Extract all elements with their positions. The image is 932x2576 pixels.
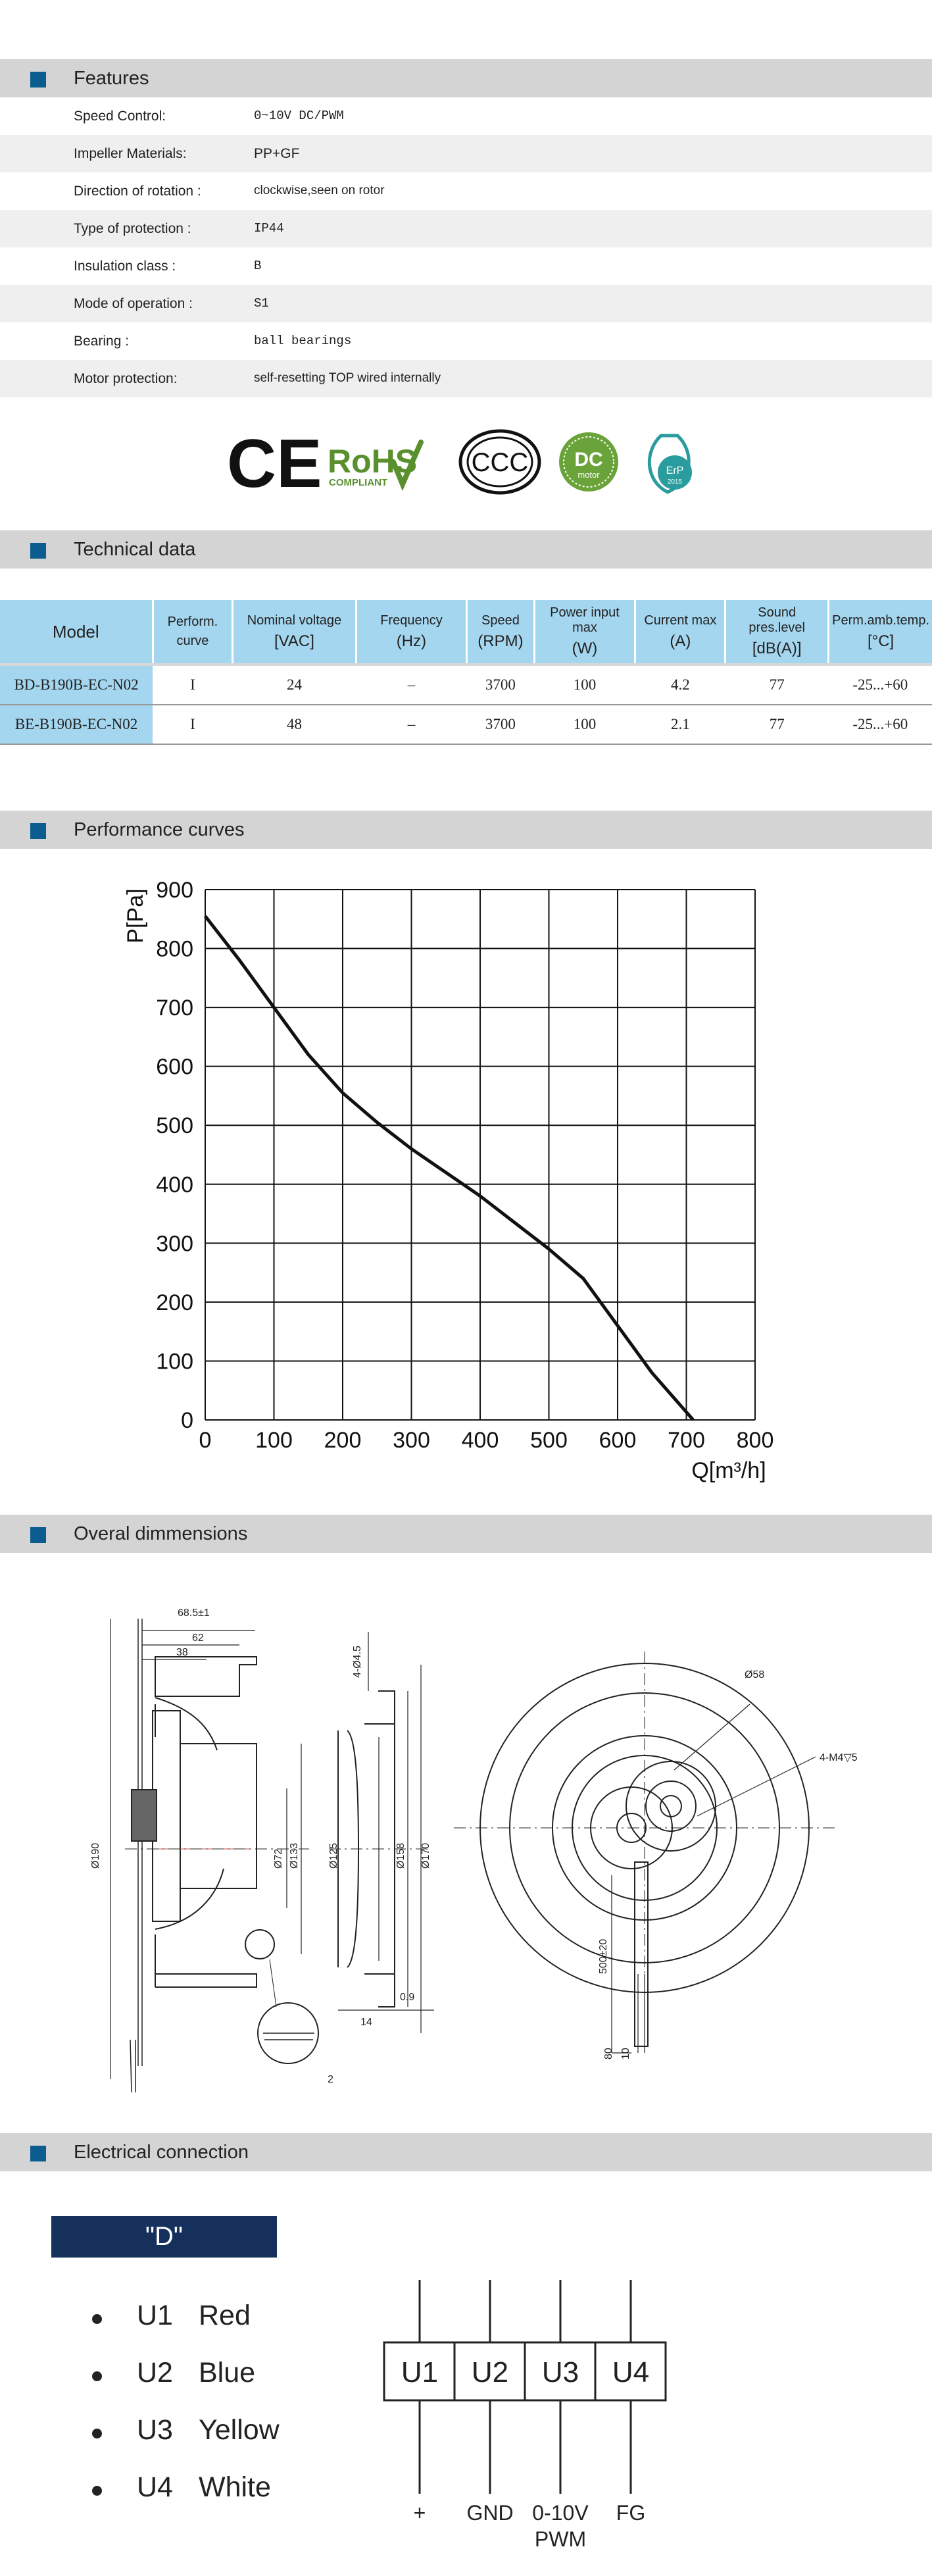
cell-speed: 3700 [467,665,534,705]
chart-series-line [205,916,693,1420]
dim-label: 4-M4▽5 [820,1752,858,1763]
cell-current: 2.1 [635,705,725,744]
chart-x-tick-label: 600 [599,1428,637,1453]
chart-x-tick-label: 300 [393,1428,430,1453]
ccc-logo-icon [460,431,539,493]
electrical-header [0,2133,932,2171]
chart-x-tick-label: 400 [461,1428,499,1453]
cell-perform: I [153,665,233,705]
svg-text:CCC: CCC [471,448,529,477]
bullet-icon [92,2486,102,2496]
dim-label: Ø133 [289,1842,300,1869]
feature-row [0,247,932,285]
cell-speed: 3700 [467,705,534,744]
certification-logos [224,421,710,500]
cell-frequency: – [356,665,467,705]
feature-row [0,285,932,322]
feature-value: ball bearings [254,334,352,348]
bullet-icon [92,2429,102,2438]
svg-text:RoHS: RoHS [328,443,418,480]
feature-value: 0~10V DC/PWM [254,109,344,123]
dim-label: 2 [328,2074,333,2085]
feature-label: Bearing : [74,334,130,349]
cell-power: 100 [534,705,635,744]
chart-y-tick-label: 600 [156,1054,193,1080]
chart-y-tick-label: 700 [156,996,193,1021]
feature-value: IP44 [254,221,284,236]
feature-label: Direction of rotation : [74,184,201,199]
wire-code: U4 [137,2471,173,2503]
chart-x-tick-label: 800 [736,1428,774,1453]
wire-code: U3 [137,2414,173,2446]
wire-code: U1 [137,2300,173,2331]
cell-perform: I [153,705,233,744]
cell-power: 100 [534,665,635,705]
chart-y-tick-label: 200 [156,1290,193,1315]
signal-label: PWM [534,2527,587,2551]
table-row [0,665,932,705]
feature-row [0,172,932,210]
feature-row [0,322,932,360]
col-current: Current max (A) [635,600,725,665]
chart-grid [205,890,755,1420]
cell-sound: 77 [725,705,829,744]
table-row [0,705,932,744]
features-header [0,59,932,97]
wire-color: Red [199,2300,251,2331]
feature-row [0,97,932,135]
dim-label: Ø58 [745,1669,765,1680]
cell-frequency: – [356,705,467,744]
chart-series [205,916,693,1420]
chart-x-axis-label: Q[m³/h] [691,1458,766,1483]
dim-label: Ø125 [328,1842,339,1869]
cell-temp: -25...+60 [829,665,932,705]
connection-variant-label: "D" [51,2216,277,2258]
dim-label: 0.9 [400,1992,415,2003]
cell-sound: 77 [725,665,829,705]
dim-label: 14 [360,2017,372,2028]
terminal-diagram [368,2270,684,2560]
feature-value: PP+GF [254,146,300,161]
erp-badge-icon [649,436,692,492]
cell-current: 4.2 [635,665,725,705]
chart-x-tick-label: 700 [668,1428,705,1453]
cell-voltage: 48 [233,705,356,744]
rohs-logo-icon [328,442,421,488]
dim-label: 10 [620,2048,631,2059]
ce-mark-icon [227,426,322,500]
section-marker-icon [30,823,46,839]
feature-row [0,360,932,397]
section-marker-icon [30,72,46,88]
performance-header [0,811,932,849]
section-marker-icon [30,1527,46,1543]
wire-code: U2 [137,2357,173,2388]
chart-y-tick-label: 100 [156,1349,193,1375]
cell-voltage: 24 [233,665,356,705]
feature-label: Motor protection: [74,371,178,386]
dim-label: 500±20 [598,1938,609,1974]
electrical-title: Electrical connection [74,2142,249,2163]
fan-side-view [110,1619,318,2092]
bullet-icon [92,2314,102,2324]
col-voltage: Nominal voltage [VAC] [233,600,356,665]
chart-y-tick-labels [156,878,193,1433]
dim-label: Ø158 [395,1842,406,1869]
col-speed: Speed (RPM) [467,600,534,665]
svg-text:CE: CE [227,426,322,500]
svg-text:ErP: ErP [666,465,684,476]
wire-color: White [199,2471,271,2503]
dc-motor-badge-icon [559,432,618,492]
chart-x-tick-label: 200 [324,1428,362,1453]
chart-x-tick-label: 500 [530,1428,568,1453]
dimensions-header [0,1515,932,1553]
bullet-icon [92,2371,102,2381]
table-header-row [0,600,932,665]
terminal-label: U2 [471,2356,509,2388]
chart-y-tick-label: 900 [156,878,193,903]
feature-value: S1 [254,296,269,311]
signal-label: FG [616,2501,646,2525]
dim-label: Ø190 [90,1842,101,1869]
technical-header [0,530,932,568]
section-marker-icon [30,543,46,559]
svg-text:DC: DC [574,449,603,470]
feature-label: Type of protection : [74,221,191,236]
terminal-label: U4 [612,2356,650,2388]
chart-y-tick-label: 0 [181,1408,193,1433]
signal-label: 0-10V [532,2501,589,2525]
signal-label: GND [466,2501,514,2525]
col-perform: Perform. curve [153,600,233,665]
dim-label: Ø72 [273,1848,284,1869]
feature-label: Mode of operation : [74,296,193,311]
dim-label: 68.5±1 [178,1607,210,1619]
dimensions-title: Overal dimmensions [74,1523,248,1544]
chart-y-tick-label: 800 [156,936,193,962]
wire-color: Blue [199,2357,256,2388]
col-frequency: Frequency (Hz) [356,600,467,665]
chart-y-tick-label: 500 [156,1113,193,1139]
technical-table [0,600,932,745]
technical-title: Technical data [74,539,196,560]
cell-model: BD-B190B-EC-N02 [0,665,153,705]
chart-y-tick-label: 300 [156,1231,193,1257]
svg-text:COMPLIANT: COMPLIANT [329,477,388,488]
feature-value: B [254,259,262,273]
features-title: Features [74,68,149,89]
dim-label: 38 [176,1647,188,1658]
fan-front-view [454,1652,835,2053]
chart-y-tick-label: 400 [156,1172,193,1198]
cell-model: BE-B190B-EC-N02 [0,705,153,744]
col-sound: Sound pres.level [dB(A)] [725,600,829,665]
chart-x-tick-label: 100 [255,1428,293,1453]
dim-label: 62 [192,1632,204,1644]
terminal-label: U3 [541,2356,579,2388]
wire-color: Yellow [199,2414,280,2446]
dim-label: Ø170 [420,1842,431,1869]
feature-label: Speed Control: [74,109,166,124]
performance-title: Performance curves [74,819,245,840]
feature-row [0,135,932,172]
feature-value: self-resetting TOP wired internally [254,371,441,385]
dimension-drawing [0,1579,932,2106]
col-temp: Perm.amb.temp. [°C] [829,600,932,665]
dim-label: 4-Ø4.5 [352,1646,363,1678]
cell-temp: -25...+60 [829,705,932,744]
signal-label: + [413,2501,426,2525]
svg-text:motor: motor [577,470,600,480]
section-marker-icon [30,2146,46,2161]
feature-row [0,210,932,247]
feature-value: clockwise,seen on rotor [254,184,385,197]
col-power: Power input max (W) [534,600,635,665]
performance-chart [0,862,932,1494]
feature-label: Insulation class : [74,259,176,274]
feature-label: Impeller Materials: [74,146,187,161]
chart-x-tick-labels [199,1428,774,1453]
fan-section-view [329,1632,434,2033]
terminal-label: U1 [401,2356,439,2388]
svg-text:2015: 2015 [667,478,683,486]
col-model: Model [0,600,153,665]
chart-y-axis-label: P[Pa] [123,888,148,944]
chart-x-tick-label: 0 [199,1428,212,1453]
dim-label: 80 [603,2048,614,2059]
